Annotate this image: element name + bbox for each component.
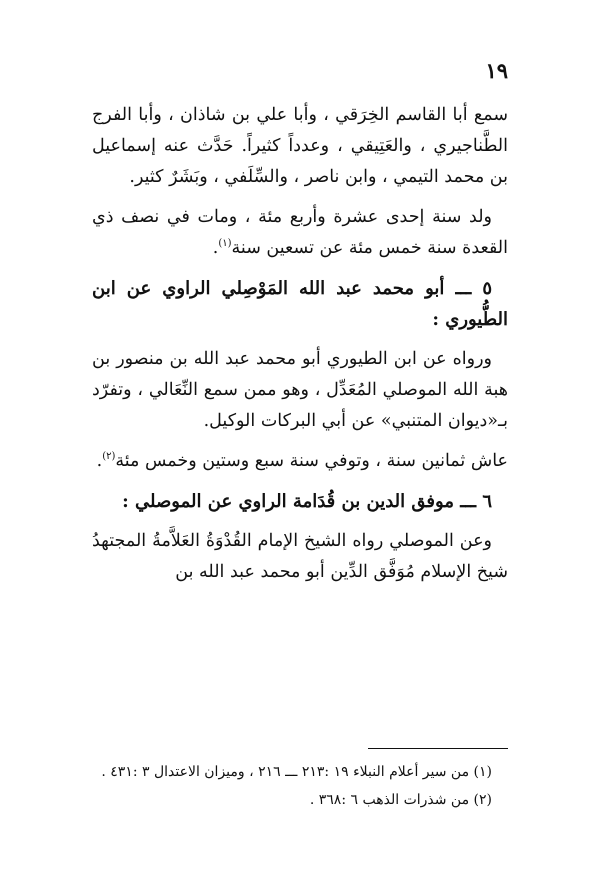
footnote-1: (١) من سير أعلام النبلاء ١٩ :٢١٣ ـــ ٢١٦ ، وميزان الاعتدال ٣ :٤٣١ . <box>101 764 492 780</box>
paragraph-birth-death-end: . <box>212 238 219 258</box>
paragraph-ibn-qudama: وعن الموصلي رواه الشيخ الإمام القُدْوَةُ العَلاَّمةُ المجتهدُ شيخ الإسلام مُوَفَّق الدِّين أبو محمد عبد الله بن <box>92 531 508 582</box>
footnote-separator <box>368 748 508 749</box>
main-text <box>92 100 508 597</box>
paragraph-mosuli: ورواه عن ابن الطيوري أبو محمد عبد الله بن منصور بن هبة الله الموصلي المُعَدِّل ، وهو ممن سمع النِّعَالي ، وتفرّد بـ«ديوان المتنبي» عن أبي البركات الوكيل. <box>92 349 508 431</box>
footnote-ref-1[interactable]: (١) <box>218 238 232 250</box>
footnote-2: (٢) من شذرات الذهب ٦ :٣٦٨ . <box>309 792 492 808</box>
paragraph-birth-death-text: ولد سنة إحدى عشرة وأربع مئة ، ومات في نصف ذي القعدة سنة خمس مئة عن تسعين سنة <box>92 207 508 258</box>
paragraph-mosuli-death-text: عاش ثمانين سنة ، وتوفي سنة سبع وستين وخمس مئة <box>115 451 508 471</box>
footnote-ref-2[interactable]: (٢) <box>102 451 116 463</box>
section-heading-6: ٦ ـــ موفق الدين بن قُدَامة الراوي عن الموصلي : <box>122 491 492 512</box>
paragraph-birth-death <box>92 202 508 264</box>
section-heading-5: ٥ ـــ أبو محمد عبد الله المَوْصِلي الراوي عن ابن الطُّيوري : <box>92 278 508 330</box>
page-number: ١٩ <box>485 58 508 83</box>
paragraph-mosuli-death <box>92 446 508 477</box>
paragraph-mosuli-death-end: . <box>96 451 103 471</box>
paragraph-teachers-students: سمع أبا القاسم الخِرَقي ، وأبا علي بن شاذان ، وأبا الفرج الطَّناجيري ، والعَتِيقي ، وعدداً كثيراً. حَدَّث عنه إسماعيل بن محمد التيمي ، وابن ناصر ، والسِّلَفي ، وبَشَرٌ كثير. <box>92 105 508 187</box>
footnotes <box>92 758 508 814</box>
